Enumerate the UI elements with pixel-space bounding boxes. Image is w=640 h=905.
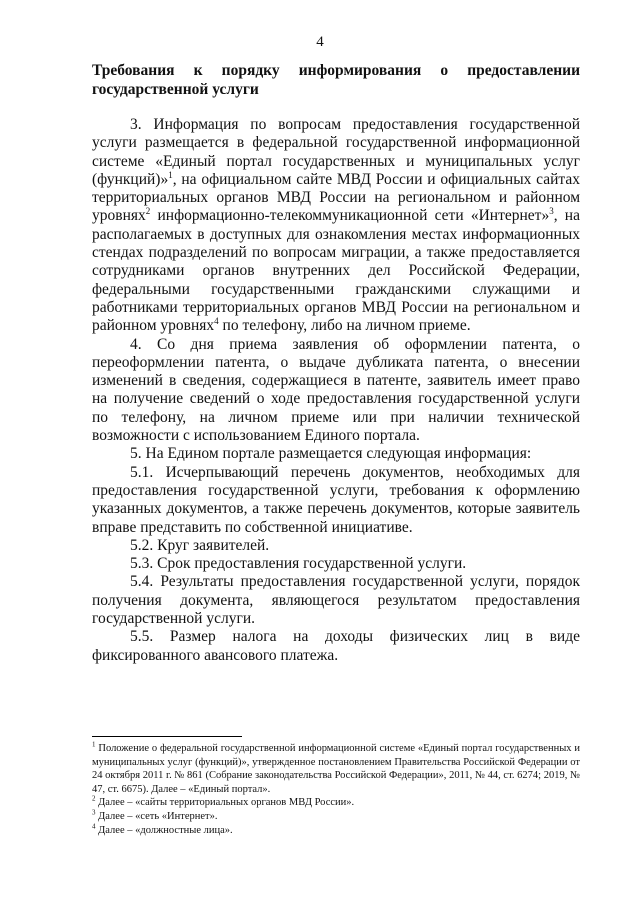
footnote-number: 4 [92, 822, 96, 831]
footnote-number: 2 [92, 794, 96, 803]
p3-text-b: , на официальном сайте МВД России и официальных сайтах территориальных органов МВД России на региональном и районном уровнях [92, 170, 580, 225]
footnotes [92, 742, 580, 837]
p3-text-d: , на располагаемых в доступных для ознакомления местах информационных стендах подразделений по вопросам миграции, а также предоставляется сотрудниками органов внутренних дел Российской Федерации, федеральными государственными гражданскими служащими и работниками территориальных органов МВД России на региональном и районном уровнях [92, 207, 580, 335]
footnote-ref-4: 4 [214, 316, 219, 327]
footnote-text: Далее – «сеть «Интернет». [95, 810, 218, 822]
footnote-1 [92, 742, 580, 796]
footnote-2 [92, 796, 580, 810]
footnote-text: Далее – «должностные лица». [95, 824, 233, 836]
footnote-3 [92, 810, 580, 824]
footnote-ref-2: 2 [145, 206, 151, 217]
paragraph-4: 4. Со дня приема заявления об оформлении патента, о переоформлении патента, о выдаче дубликата патента, о внесении изменений в сведения, содержащиеся в патенте, заявитель имеет право на получение сведений о ходе предоставления государственной услуги по телефону, на личном приеме или при наличии технической возможности с использованием Единого портала. [92, 335, 580, 445]
paragraph-5-2: 5.2. Круг заявителей. [130, 536, 270, 554]
section-title: Требования к порядку информирования о предоставлении государственной услуги [92, 62, 580, 98]
footnote-text: Далее – «сайты территориальных органов МВД России». [95, 797, 355, 809]
footnote-ref-1: 1 [168, 169, 173, 180]
footnote-text: Положение о федеральной государственной информационной системе «Единый портал государственных и муниципальных услуг (функций)», утвержденное постановлением Правительства Российской Федерации от 24 октября 2011 г. № 861 (Собрание законодательства Российской Федерации», 2011, № 44, ст. 6274; 2019, № 47, ст. 6675). Далее – «Единый портал». [92, 743, 580, 795]
paragraph-5-3: 5.3. Срок предоставления государственной услуги. [130, 555, 467, 573]
paragraph-5-4: 5.4. Результаты предоставления государственной услуги, порядок получения документа, являющегося результатом предоставления государственной услуги. [92, 573, 580, 628]
p3-text-c: информационно-телекоммуникационной сети «Интернет» [150, 207, 550, 225]
paragraph-5-1: 5.1. Исчерпывающий перечень документов, необходимых для предоставления государственной услуги, требования к оформлению указанных документов, а также перечень документов, которые заявитель вправе представить по собственной инициативе. [92, 463, 580, 536]
paragraph-5: 5. На Едином портале размещается следующая информация: [130, 445, 532, 463]
paragraph-3 [92, 116, 580, 336]
paragraph-5-5: 5.5. Размер налога на доходы физических лиц в виде фиксированного авансового платежа. [92, 628, 580, 664]
footnote-number: 3 [92, 808, 96, 817]
p3-text-a: 3. Информация по вопросам предоставления государственной услуги размещается в федеральной государственной информационной системе «Единый портал государственных и муниципальных услуг (функций)» [92, 116, 580, 188]
page-number: 4 [316, 34, 324, 50]
footnote-4 [92, 824, 580, 838]
p3-text-e: по телефону, либо на личном приеме. [218, 317, 471, 335]
footnote-ref-3: 3 [549, 206, 554, 217]
footnote-number: 1 [92, 740, 96, 749]
document-body [92, 116, 580, 665]
footnote-divider [92, 736, 242, 737]
